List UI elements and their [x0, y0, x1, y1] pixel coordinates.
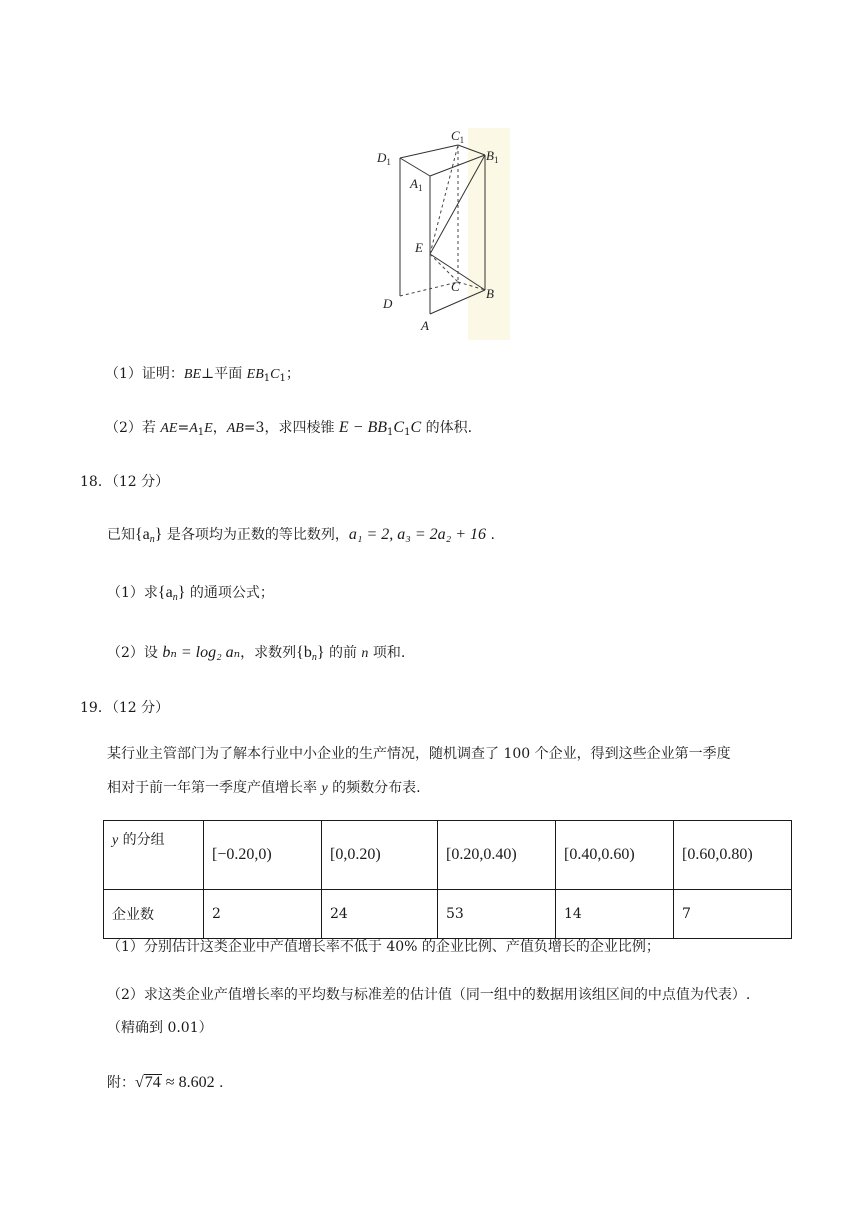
- q17-part1: （1）证明：BE⊥平面 $EB_1C_1$；: [105, 366, 300, 384]
- q18-intro: 已知$\{a_n\}$ 是各项均为正数的等比数列，a₁ = 2, a₃ = 2a₂ + 16 .: [107, 526, 495, 545]
- q19-part2-line1: （2）求这类企业产值增长率的平均数与标准差的估计值（同一组中的数据用该组区间的中点值为代表）.: [107, 987, 751, 1003]
- table-header-group: y 的分组: [104, 821, 204, 890]
- label-c1: $C_1$: [451, 128, 465, 145]
- label-b: B: [486, 286, 494, 301]
- label-d: D: [383, 296, 393, 311]
- frequency-table: [103, 820, 792, 939]
- table-cell: [0.20,0.40): [438, 821, 556, 890]
- table-cell: [0,0.20): [322, 821, 438, 890]
- table-cell: 14: [556, 890, 674, 939]
- q18-part1: （1）求$\{a_n\}$ 的通项公式；: [107, 584, 274, 603]
- label-d1: $D_1$: [377, 150, 391, 167]
- table-cell: 24: [322, 890, 438, 939]
- label-c: C: [451, 279, 460, 294]
- label-a1: $A_1$: [410, 176, 423, 193]
- q19-note: 附：√74 ≈ 8.602 .: [107, 1074, 224, 1091]
- q19-part2-line2: （精确到 0.01）: [107, 1020, 213, 1036]
- table-header-count: 企业数: [104, 890, 204, 939]
- table-row: [104, 821, 792, 890]
- table-cell: 2: [204, 890, 322, 939]
- label-e: E: [415, 240, 423, 255]
- table-cell: 7: [674, 890, 792, 939]
- q19-part1: （1）分别估计这类企业中产值增长率不低于 40% 的企业比例、产值负增长的企业比例；: [107, 939, 660, 955]
- label-b1: $B_1$: [486, 148, 499, 165]
- table-cell: [0.60,0.80): [674, 821, 792, 890]
- prism-figure: [360, 118, 510, 340]
- q19-intro-line1: 某行业主管部门为了解本行业中小企业的生产情况，随机调查了 100 个企业，得到这些企业第一季度: [107, 746, 731, 762]
- q18-part2: （2）设 bₙ = log₂ aₙ，求数列$\{b_n\}$ 的前 n 项和.: [107, 644, 406, 663]
- sqrt-expression: √74 ≈ 8.602: [135, 1074, 215, 1091]
- table-cell: [0.40,0.60): [556, 821, 674, 890]
- table-cell: [−0.20,0): [204, 821, 322, 890]
- q19-intro-line2: 相对于前一年第一季度产值增长率 y 的频数分布表.: [107, 780, 421, 796]
- table-row: [104, 890, 792, 939]
- label-a: A: [421, 318, 429, 333]
- q19-header: 19．（12 分）: [80, 700, 170, 716]
- q17-part2: （2）若 $AE=A_1E$，AB=3，求四棱锥 $E - BB_1C_1C$ 的体积.: [105, 419, 473, 438]
- table-cell: 53: [438, 890, 556, 939]
- q18-header: 18．（12 分）: [80, 474, 170, 490]
